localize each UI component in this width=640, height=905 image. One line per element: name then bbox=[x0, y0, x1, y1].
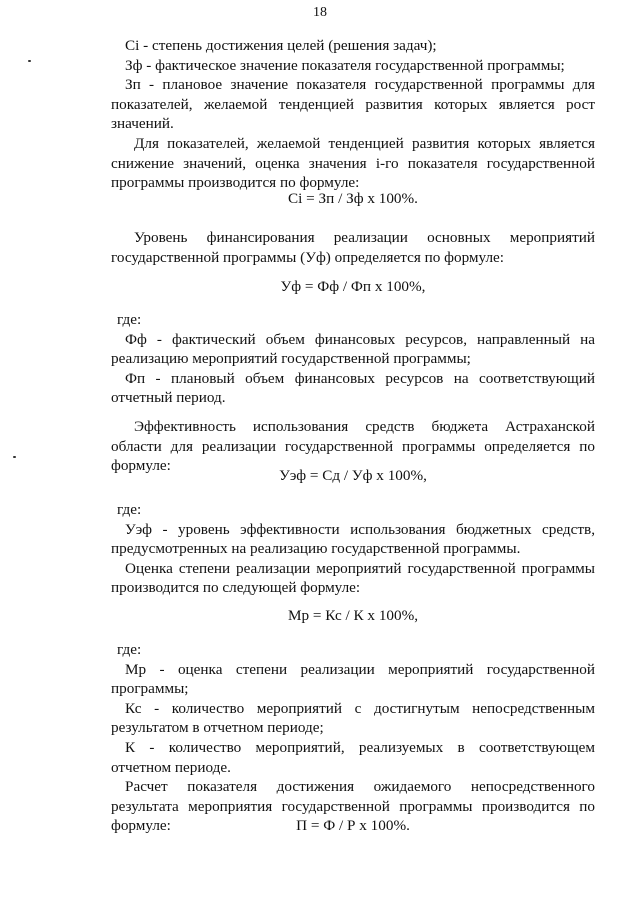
where-label: где: bbox=[117, 641, 142, 658]
formula-mp: Мр = Кс / К х 100%, bbox=[287, 607, 419, 624]
para-uf: Уровень финансирования реализации основных мероприятий государственной программы (Уф) определяется по формуле: bbox=[111, 229, 595, 266]
para-uf-block bbox=[111, 228, 595, 267]
where-label: где: bbox=[117, 311, 142, 328]
formula-p: П = Ф / Р х 100%. bbox=[296, 817, 410, 834]
para-eff: Эффективность использования средств бюджета Астраханской области для реализации государственной программы определяется по формуле: bbox=[111, 418, 595, 475]
uf-definitions bbox=[111, 310, 595, 408]
formula-uef: Уэф = Сд / Уф х 100%, bbox=[279, 467, 427, 484]
def-zp: Зп - плановое значение показателя государственной программы для показателей, желаемой тенденцией развития которых является рост значений. bbox=[111, 76, 595, 133]
para-p: Расчет показателя достижения ожидаемого непосредственного результата мероприятия государственной программы производится по формуле: bbox=[111, 778, 595, 835]
def-kc: Кс - количество мероприятий с достигнутым непосредственным результатом в отчетном периоде; bbox=[111, 699, 595, 737]
formula-ci: Сi = Зп / Зф х 100%. bbox=[288, 190, 418, 207]
def-fp: Фп - плановый объем финансовых ресурсов на соответствующий отчетный период. bbox=[111, 369, 595, 407]
def-ff: Фф - фактический объем финансовых ресурсов, направленный на реализацию мероприятий государственной программы; bbox=[111, 330, 595, 368]
para-decrease: Для показателей, желаемой тенденцией развития которых является снижение значений, оценка значения i-го показателя государственной программы производится по формуле: bbox=[111, 134, 595, 192]
page-number: 18 bbox=[313, 5, 327, 20]
def-k: К - количество мероприятий, реализуемых в соответствующем отчетном периоде. bbox=[111, 738, 595, 776]
def-zf: Зф - фактическое значение показателя государственной программы; bbox=[125, 56, 565, 74]
mp-definitions bbox=[111, 640, 595, 836]
where-label: где: bbox=[117, 501, 142, 518]
para-mp: Оценка степени реализации мероприятий государственной программы производится по следующей формуле: bbox=[111, 559, 595, 597]
uef-definitions bbox=[111, 500, 595, 598]
formula-uf: Уф = Фф / Фп х 100%, bbox=[280, 278, 426, 295]
scan-speck bbox=[13, 456, 16, 458]
def-mp: Мр - оценка степени реализации мероприятий государственной программы; bbox=[111, 660, 595, 698]
def-ci: Сi - степень достижения целей (решения задач); bbox=[125, 37, 437, 54]
def-uef: Уэф - уровень эффективности использования бюджетных средств, предусмотренных на реализацию государственной программы. bbox=[111, 520, 595, 558]
scan-speck bbox=[28, 60, 31, 62]
definitions-top bbox=[111, 36, 595, 193]
